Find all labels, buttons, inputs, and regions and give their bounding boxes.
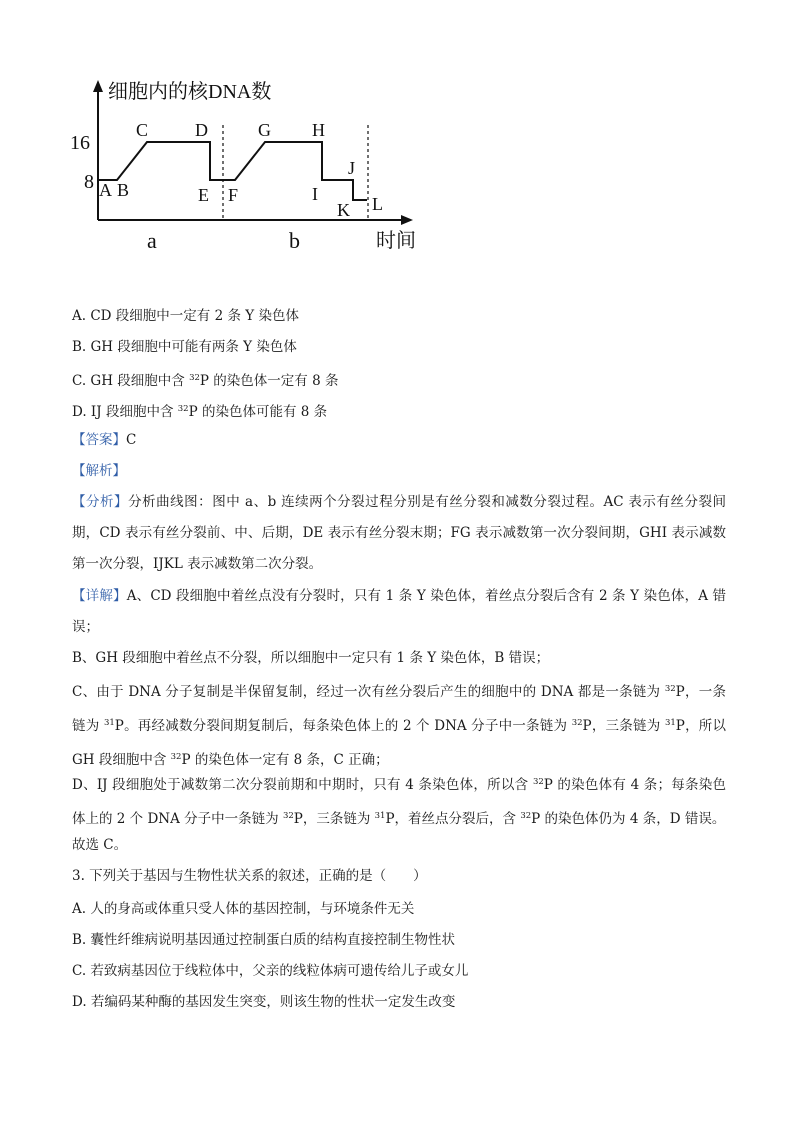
point-label-c: C — [136, 120, 149, 140]
point-label-b: B — [117, 180, 130, 200]
detail-b: B、GH 段细胞中着丝点不分裂，所以细胞中一定只有 1 条 Y 染色体，B 错误； — [72, 650, 550, 666]
y-tick-16: 16 — [70, 132, 90, 154]
detail-d: D、IJ 段细胞处于减数第二次分裂前期和中期时，只有 4 条染色体，所以含 $^{32}$P 的染色体有 4 条；每条染色体上的 2 个 DNA 分子中一条链为 $^{32}$P，三条链为 $^{31}$P，着丝点分裂后，含 $^{32}$P 的染色体仍为 4 条，D 错误。 — [72, 777, 727, 827]
analysis-header: 【解析】 — [72, 463, 126, 479]
phase-label-a: a — [147, 228, 157, 253]
point-label-j: J — [348, 158, 356, 178]
point-label-g: G — [258, 120, 271, 140]
option-d: D. IJ 段细胞中含 $^{32}$P 的染色体可能有 8 条 — [72, 404, 328, 420]
point-label-i: I — [312, 184, 318, 204]
point-label-l: L — [372, 194, 383, 214]
y-axis-label: 细胞内的核DNA数 — [108, 81, 272, 103]
x-axis-label: 时间 — [376, 230, 416, 252]
y-tick-8: 8 — [84, 171, 94, 193]
analysis-paragraph: 【分析】分析曲线图：图中 a、b 连续两个分裂过程分别是有丝分裂和减数分裂过程。AC 表示有丝分裂间期，CD 表示有丝分裂前、中、后期，DE 表示有丝分裂末期；FG 表示减数第一次分裂间期，GHI 表示减数第一次分裂，IJKL 表示减数第二次分裂。 — [72, 494, 726, 572]
answer-line: 【答案】C — [72, 432, 137, 448]
question-3-option-b: B. 囊性纤维病说明基因通过控制蛋白质的结构直接控制生物性状 — [72, 932, 456, 948]
question-3-stem: 3. 下列关于基因与生物性状关系的叙述，正确的是（ ） — [72, 868, 427, 884]
conclusion: 故选 C。 — [72, 837, 128, 853]
question-3-option-a: A. 人的身高或体重只受人体的基因控制，与环境条件无关 — [72, 901, 415, 917]
point-label-d: D — [195, 120, 208, 140]
option-c: C. GH 段细胞中含 $^{32}$P 的染色体一定有 8 条 — [72, 373, 339, 389]
phase-label-b: b — [289, 228, 300, 253]
option-b: B. GH 段细胞中可能有两条 Y 染色体 — [72, 339, 297, 355]
y-axis-arrow — [93, 80, 103, 92]
question-3-option-d: D. 若编码某种酶的基因发生突变，则该生物的性状一定发生改变 — [72, 994, 456, 1010]
point-label-h: H — [312, 120, 325, 140]
point-label-a: A — [99, 180, 112, 200]
point-label-k: K — [337, 200, 350, 220]
point-label-f: F — [228, 185, 239, 205]
detail-c: C、由于 DNA 分子复制是半保留复制，经过一次有丝分裂后产生的细胞中的 DNA 都是一条链为 $^{32}$P，一条链为 $^{31}$P。再经减数分裂间期复制后，每条染色体上的 2 个 DNA 分子中一条链为 $^{32}$P，三条链为 $^{31}$P，所以 GH 段细胞中含 $^{32}$P 的染色体一定有 8 条，C 正确； — [72, 684, 727, 768]
option-a: A. CD 段细胞中一定有 2 条 Y 染色体 — [72, 308, 299, 324]
x-axis-arrow — [401, 215, 413, 225]
question-3-option-c: C. 若致病基因位于线粒体中，父亲的线粒体病可遗传给儿子或女儿 — [72, 963, 469, 979]
detail-tag: 【详解】 — [72, 588, 127, 604]
point-label-e: E — [198, 185, 209, 205]
dna-content-graph — [60, 70, 440, 270]
analysis-tag: 【分析】 — [72, 494, 129, 510]
answer-tag: 【答案】 — [72, 432, 126, 448]
detail-a: 【详解】A、CD 段细胞中着丝点没有分裂时，只有 1 条 Y 染色体，着丝点分裂后含有 2 条 Y 染色体，A 错误； — [72, 588, 726, 635]
